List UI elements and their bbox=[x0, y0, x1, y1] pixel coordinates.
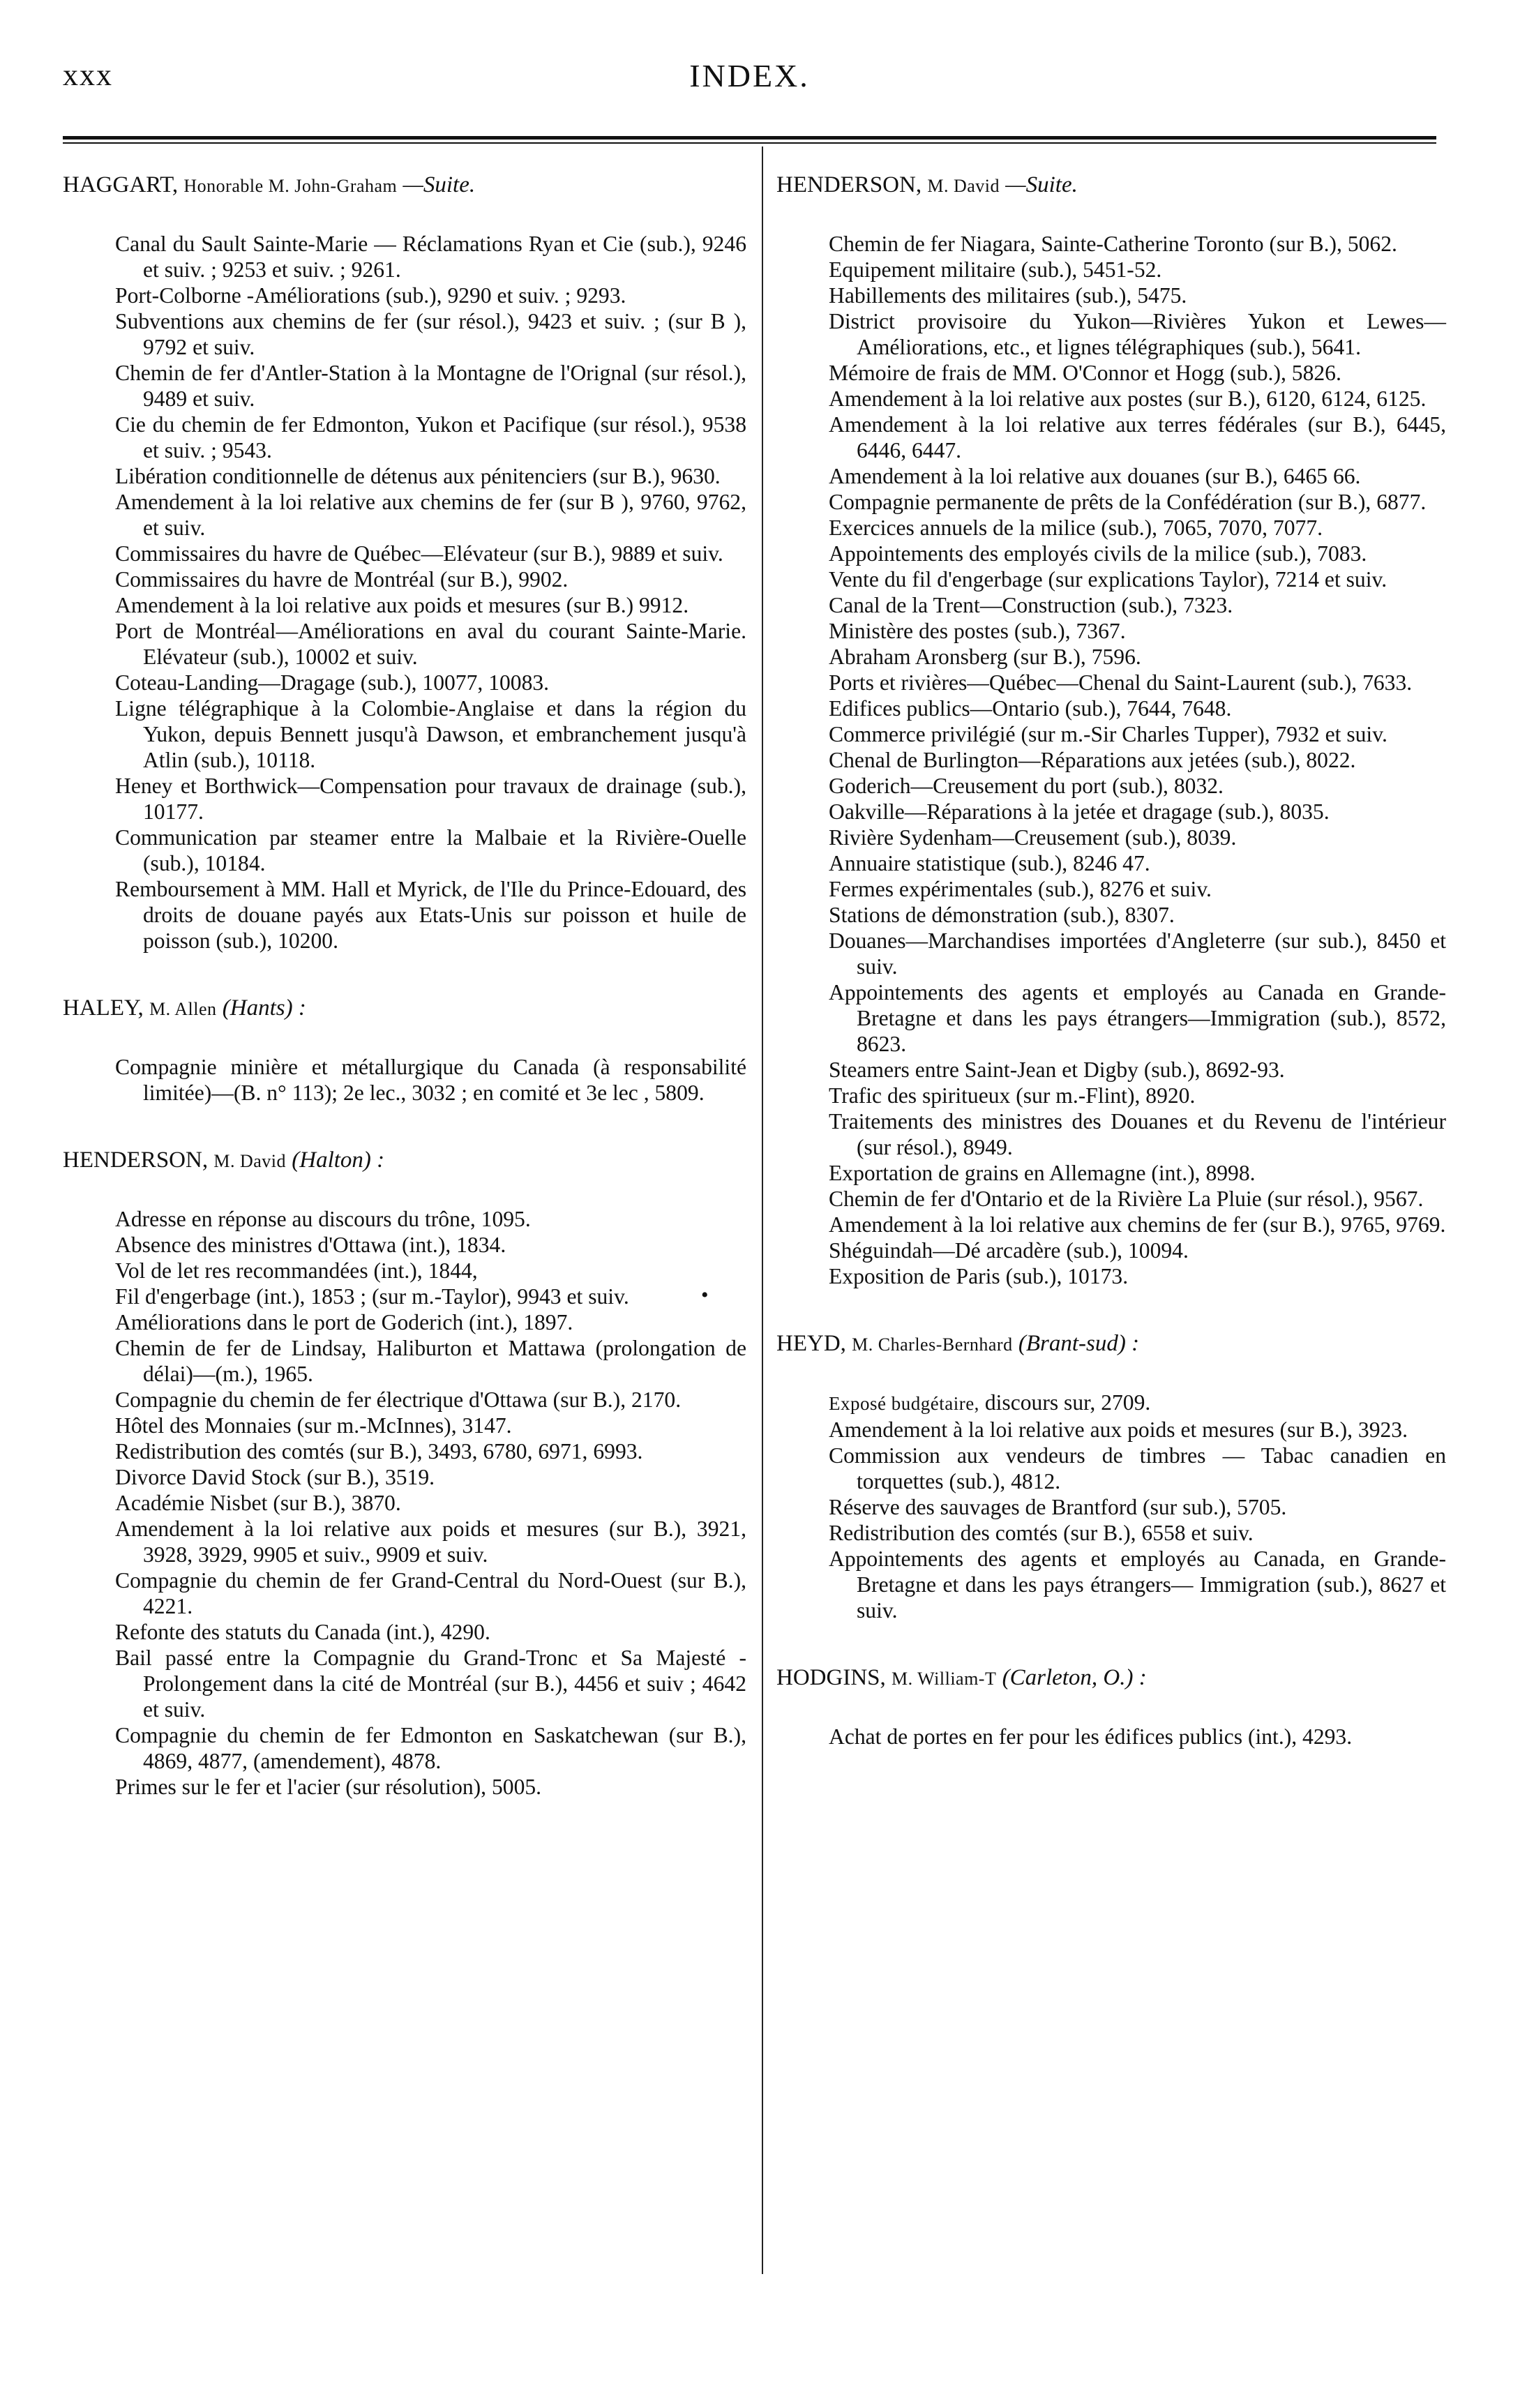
item-text: discours sur, 2709. bbox=[984, 1390, 1151, 1415]
item-text: Equipement militaire (sub.), 5451-52. bbox=[829, 257, 1162, 282]
member-name: HAGGART, bbox=[63, 172, 179, 197]
index-item bbox=[829, 283, 1446, 308]
index-item bbox=[829, 1390, 1446, 1417]
member-name: HALEY, bbox=[63, 995, 144, 1021]
index-item bbox=[115, 1490, 746, 1516]
index-item bbox=[115, 1567, 746, 1619]
index-item bbox=[115, 231, 746, 283]
index-item bbox=[829, 1186, 1446, 1212]
member-name: HENDERSON, bbox=[776, 172, 922, 197]
index-item bbox=[829, 541, 1446, 566]
entry-heading bbox=[63, 1146, 746, 1175]
entry-heading bbox=[776, 171, 1446, 200]
item-text: Amendement à la loi relative aux poids et mesures (sur B.), 3921, 3928, 3929, 9905 et suiv., 9909 et suiv. bbox=[115, 1517, 746, 1567]
item-text: Traitements des ministres des Douanes et du Revenu de l'intérieur (sur résol.), 8949. bbox=[829, 1109, 1446, 1159]
index-entry bbox=[63, 994, 746, 1106]
member-qualifier: (Hants) : bbox=[222, 995, 306, 1021]
item-text: Fil d'engerbage (int.), 1853 ; (sur m.-Taylor), 9943 et suiv. bbox=[115, 1284, 629, 1309]
item-text: Cie du chemin de fer Edmonton, Yukon et Pacifique (sur résol.), 9538 et suiv. ; 9543. bbox=[115, 412, 746, 462]
item-text: Amendement à la loi relative aux chemins de fer (sur B ), 9760, 9762, et suiv. bbox=[115, 490, 746, 540]
item-text: Commission aux vendeurs de timbres — Tabac canadien en torquettes (sub.), 4812. bbox=[829, 1443, 1446, 1493]
page-title: INDEX. bbox=[689, 58, 810, 93]
index-item bbox=[115, 1387, 746, 1413]
index-item bbox=[115, 566, 746, 592]
entry-heading bbox=[63, 994, 746, 1023]
item-text: Port de Montréal—Améliorations en aval du courant Sainte-Marie. Elévateur (sub.), 10002 et suiv. bbox=[115, 619, 746, 669]
index-item bbox=[829, 1083, 1446, 1108]
index-item bbox=[829, 1108, 1446, 1160]
item-text: Vente du fil d'engerbage (sur explications Taylor), 7214 et suiv. bbox=[829, 567, 1387, 592]
index-item bbox=[115, 489, 746, 541]
index-item bbox=[829, 902, 1446, 928]
index-item bbox=[115, 825, 746, 876]
index-item bbox=[115, 412, 746, 463]
index-item bbox=[115, 876, 746, 954]
index-item bbox=[829, 566, 1446, 592]
index-item bbox=[829, 1443, 1446, 1494]
index-item bbox=[829, 695, 1446, 721]
header-rule-thin bbox=[63, 142, 1436, 144]
member-name: HODGINS, bbox=[776, 1665, 886, 1690]
index-entry bbox=[63, 171, 746, 954]
member-qualifier: (Brant-sud) : bbox=[1018, 1331, 1140, 1356]
header-rule bbox=[63, 136, 1436, 140]
index-entry bbox=[776, 1664, 1446, 1749]
member-name: HEYD, bbox=[776, 1331, 846, 1356]
member-qualifier: —Suite. bbox=[403, 172, 476, 197]
item-text: Fermes expérimentales (sub.), 8276 et suiv. bbox=[829, 877, 1212, 901]
entry-items bbox=[776, 1390, 1446, 1623]
index-item bbox=[115, 1054, 746, 1106]
item-text: Vol de let res recommandées (int.), 1844, bbox=[115, 1258, 478, 1283]
item-text: Goderich—Creusement du port (sub.), 8032. bbox=[829, 774, 1224, 798]
member-title: Honorable M. John-Graham bbox=[183, 176, 398, 196]
item-text: Abraham Aronsberg (sur B.), 7596. bbox=[829, 645, 1141, 669]
left-column bbox=[63, 171, 746, 1840]
index-item bbox=[829, 799, 1446, 825]
item-text: Commerce privilégié (sur m.-Sir Charles Tupper), 7932 et suiv. bbox=[829, 722, 1387, 746]
index-item bbox=[115, 1284, 746, 1309]
index-item bbox=[829, 1546, 1446, 1623]
index-item bbox=[829, 231, 1446, 257]
index-item bbox=[829, 618, 1446, 644]
item-text: Edifices publics—Ontario (sub.), 7644, 7648. bbox=[829, 696, 1232, 721]
index-item bbox=[829, 1724, 1446, 1749]
item-text: Chemin de fer d'Antler-Station à la Montagne de l'Orignal (sur résol.), 9489 et suiv. bbox=[115, 361, 746, 411]
item-text: Redistribution des comtés (sur B.), 3493, 6780, 6971, 6993. bbox=[115, 1439, 643, 1463]
entry-heading bbox=[776, 1664, 1446, 1693]
item-text: Heney et Borthwick—Compensation pour travaux de drainage (sub.), 10177. bbox=[115, 774, 746, 824]
item-text: Hôtel des Monnaies (sur m.-McInnes), 3147. bbox=[115, 1413, 512, 1438]
index-item bbox=[115, 1309, 746, 1335]
item-text: Steamers entre Saint-Jean et Digby (sub.), 8692-93. bbox=[829, 1058, 1285, 1082]
index-item bbox=[115, 541, 746, 566]
index-item bbox=[829, 515, 1446, 541]
item-text: Ministère des postes (sub.), 7367. bbox=[829, 619, 1126, 643]
entry-heading bbox=[776, 1330, 1446, 1359]
index-item bbox=[829, 850, 1446, 876]
index-item bbox=[115, 463, 746, 489]
member-title: M. William-T bbox=[892, 1669, 997, 1689]
item-text: Commissaires du havre de Québec—Elévateur (sur B.), 9889 et suiv. bbox=[115, 541, 723, 566]
index-item bbox=[115, 1464, 746, 1490]
item-text: Primes sur le fer et l'acier (sur résolution), 5005. bbox=[115, 1775, 542, 1799]
item-text: Appointements des agents et employés au Canada en Grande-Bretagne et dans les pays étrangers—Immigration (sub.), 8572, 8623. bbox=[829, 980, 1446, 1056]
index-item bbox=[115, 1645, 746, 1722]
item-text: Absence des ministres d'Ottawa (int.), 1834. bbox=[115, 1233, 506, 1257]
index-item bbox=[115, 1335, 746, 1387]
index-item bbox=[115, 670, 746, 695]
item-text: Trafic des spiritueux (sur m.-Flint), 8920. bbox=[829, 1083, 1196, 1108]
item-text: Stations de démonstration (sub.), 8307. bbox=[829, 903, 1175, 927]
index-item bbox=[115, 283, 746, 308]
item-text: Divorce David Stock (sur B.), 3519. bbox=[115, 1465, 435, 1489]
item-text: Annuaire statistique (sub.), 8246 47. bbox=[829, 851, 1150, 875]
item-text: Chemin de fer de Lindsay, Haliburton et Mattawa (prolongation de délai)—(m.), 1965. bbox=[115, 1336, 746, 1386]
item-text: Appointements des employés civils de la milice (sub.), 7083. bbox=[829, 541, 1367, 566]
item-text: Chenal de Burlington—Réparations aux jetées (sub.), 8022. bbox=[829, 748, 1356, 772]
item-text: Chemin de fer Niagara, Sainte-Catherine Toronto (sur B.), 5062. bbox=[829, 232, 1397, 256]
column-divider bbox=[762, 146, 763, 2274]
item-text: Compagnie du chemin de fer électrique d'Ottawa (sur B.), 2170. bbox=[115, 1387, 682, 1412]
index-item bbox=[829, 1212, 1446, 1237]
item-text: Académie Nisbet (sur B.), 3870. bbox=[115, 1491, 401, 1515]
item-text: Améliorations dans le port de Goderich (int.), 1897. bbox=[115, 1310, 573, 1334]
index-item bbox=[829, 1237, 1446, 1263]
index-item bbox=[115, 1413, 746, 1438]
member-qualifier: (Carleton, O.) : bbox=[1002, 1665, 1147, 1690]
item-text: Coteau-Landing—Dragage (sub.), 10077, 10083. bbox=[115, 670, 550, 695]
index-item bbox=[829, 825, 1446, 850]
index-item bbox=[829, 979, 1446, 1057]
index-item bbox=[829, 1263, 1446, 1289]
item-text: Canal du Sault Sainte-Marie — Réclamations Ryan et Cie (sub.), 9246 et suiv. ; 9253 et suiv. ; 9261. bbox=[115, 232, 746, 282]
item-text: Compagnie du chemin de fer Grand-Central du Nord-Ouest (sur B.), 4221. bbox=[115, 1568, 746, 1618]
item-text: Habillements des militaires (sub.), 5475. bbox=[829, 283, 1187, 308]
item-text: Amendement à la loi relative aux poids et mesures (sur B.) 9912. bbox=[115, 593, 689, 617]
item-text: Compagnie minière et métallurgique du Canada (à responsabilité limitée)—(B. n° 113); 2e lec., 3032 ; en comité et 3e lec , 5809. bbox=[115, 1055, 746, 1105]
item-text: Amendement à la loi relative aux poids et mesures (sur B.), 3923. bbox=[829, 1417, 1408, 1442]
item-text: Amendement à la loi relative aux douanes (sur B.), 6465 66. bbox=[829, 464, 1361, 488]
index-item bbox=[829, 670, 1446, 695]
item-text: Shéguindah—Dé arcadère (sub.), 10094. bbox=[829, 1238, 1189, 1263]
index-item bbox=[829, 1057, 1446, 1083]
item-text: Exposition de Paris (sub.), 10173. bbox=[829, 1264, 1129, 1288]
item-text: Compagnie du chemin de fer Edmonton en Saskatchewan (sur B.), 4869, 4877, (amendement), 4878. bbox=[115, 1723, 746, 1773]
entry-heading bbox=[63, 171, 746, 200]
index-item bbox=[829, 489, 1446, 515]
index-entry bbox=[776, 1330, 1446, 1623]
item-text: Oakville—Réparations à la jetée et dragage (sub.), 8035. bbox=[829, 799, 1330, 824]
index-item bbox=[115, 773, 746, 825]
index-item bbox=[829, 773, 1446, 799]
member-title: M. Allen bbox=[149, 999, 217, 1019]
index-item bbox=[115, 308, 746, 360]
entry-items bbox=[63, 1206, 746, 1800]
item-text: Adresse en réponse au discours du trône, 1095. bbox=[115, 1207, 531, 1231]
index-entry bbox=[63, 1146, 746, 1800]
index-item bbox=[115, 360, 746, 412]
member-qualifier: —Suite. bbox=[1005, 172, 1078, 197]
item-text: Appointements des agents et employés au Canada, en Grande-Bretagne et dans les pays étrangers— Immigration (sub.), 8627 et suiv. bbox=[829, 1547, 1446, 1623]
item-text: Amendement à la loi relative aux chemins de fer (sur B.), 9765, 9769. bbox=[829, 1212, 1446, 1237]
item-text: Subventions aux chemins de fer (sur résol.), 9423 et suiv. ; (sur B ), 9792 et suiv. bbox=[115, 309, 746, 359]
index-item bbox=[829, 721, 1446, 747]
member-qualifier: (Halton) : bbox=[292, 1147, 385, 1173]
member-title: M. David bbox=[213, 1151, 287, 1171]
index-item bbox=[829, 1160, 1446, 1186]
item-text: Compagnie permanente de prêts de la Confédération (sur B.), 6877. bbox=[829, 490, 1427, 514]
item-lead: Exposé budgétaire, bbox=[829, 1393, 979, 1414]
item-text: Remboursement à MM. Hall et Myrick, de l'Ile du Prince-Edouard, des droits de douane payés aux Etats-Unis sur poisson et huile de poisson (sub.), 10200. bbox=[115, 877, 746, 953]
index-item bbox=[829, 257, 1446, 283]
item-text: Communication par steamer entre la Malbaie et la Rivière-Ouelle (sub.), 10184. bbox=[115, 825, 746, 875]
index-item bbox=[115, 1516, 746, 1567]
index-item bbox=[829, 876, 1446, 902]
item-text: Canal de la Trent—Construction (sub.), 7323. bbox=[829, 593, 1233, 617]
index-item bbox=[115, 1438, 746, 1464]
item-text: Achat de portes en fer pour les édifices publics (int.), 4293. bbox=[829, 1724, 1353, 1749]
item-text: Exportation de grains en Allemagne (int.), 8998. bbox=[829, 1161, 1256, 1185]
item-text: Bail passé entre la Compagnie du Grand-Tronc et Sa Majesté - Prolongement dans la cité de Montréal (sur B.), 4456 et suiv ; 4642 et suiv. bbox=[115, 1646, 746, 1722]
item-text: Ligne télégraphique à la Colombie-Anglaise et dans la région du Yukon, depuis Bennett jusqu'à Dawson, et embranchement jusqu'à Atlin (sub.), 10118. bbox=[115, 696, 746, 772]
index-item bbox=[829, 412, 1446, 463]
index-item bbox=[829, 308, 1446, 360]
index-item bbox=[829, 1417, 1446, 1443]
index-item bbox=[829, 360, 1446, 386]
right-column bbox=[776, 171, 1446, 1790]
item-text: Commissaires du havre de Montréal (sur B.), 9902. bbox=[115, 567, 569, 592]
item-text: Amendement à la loi relative aux terres fédérales (sur B.), 6445, 6446, 6447. bbox=[829, 412, 1446, 462]
index-item bbox=[115, 1774, 746, 1800]
item-text: Port-Colborne -Améliorations (sub.), 9290 et suiv. ; 9293. bbox=[115, 283, 626, 308]
entry-items bbox=[63, 231, 746, 954]
item-text: Mémoire de frais de MM. O'Connor et Hogg (sub.), 5826. bbox=[829, 361, 1341, 385]
member-name: HENDERSON, bbox=[63, 1147, 209, 1173]
item-text: Exercices annuels de la milice (sub.), 7065, 7070, 7077. bbox=[829, 516, 1323, 540]
page-header bbox=[63, 57, 1436, 106]
index-item bbox=[829, 928, 1446, 979]
index-item bbox=[829, 386, 1446, 412]
entry-items bbox=[776, 1724, 1446, 1749]
item-text: Refonte des statuts du Canada (int.), 4290. bbox=[115, 1620, 490, 1644]
entry-items bbox=[63, 1054, 746, 1106]
index-item bbox=[115, 618, 746, 670]
item-text: Amendement à la loi relative aux postes (sur B.), 6120, 6124, 6125. bbox=[829, 386, 1427, 411]
index-item bbox=[115, 1619, 746, 1645]
index-item bbox=[115, 1722, 746, 1774]
index-item bbox=[115, 1232, 746, 1258]
page-number: xxx bbox=[63, 58, 113, 92]
member-title: M. David bbox=[927, 176, 1000, 196]
item-text: Ports et rivières—Québec—Chenal du Saint-Laurent (sub.), 7633. bbox=[829, 670, 1413, 695]
index-item bbox=[829, 463, 1446, 489]
item-text: Douanes—Marchandises importées d'Angleterre (sur sub.), 8450 et suiv. bbox=[829, 928, 1446, 979]
item-text: Chemin de fer d'Ontario et de la Rivière La Pluie (sur résol.), 9567. bbox=[829, 1187, 1424, 1211]
entry-items bbox=[776, 231, 1446, 1289]
item-text: Réserve des sauvages de Brantford (sur sub.), 5705. bbox=[829, 1495, 1287, 1519]
member-title: M. Charles-Bernhard bbox=[852, 1334, 1013, 1355]
stray-mark: • bbox=[701, 1284, 709, 1307]
index-item bbox=[115, 1258, 746, 1284]
index-item bbox=[829, 1494, 1446, 1520]
index-item bbox=[829, 592, 1446, 618]
index-item bbox=[115, 592, 746, 618]
item-text: Rivière Sydenham—Creusement (sub.), 8039. bbox=[829, 825, 1237, 850]
index-item bbox=[115, 695, 746, 773]
index-item bbox=[829, 644, 1446, 670]
index-item bbox=[829, 1520, 1446, 1546]
item-text: Redistribution des comtés (sur B.), 6558 et suiv. bbox=[829, 1521, 1254, 1545]
item-text: Libération conditionnelle de détenus aux pénitenciers (sur B.), 9630. bbox=[115, 464, 721, 488]
index-item bbox=[829, 747, 1446, 773]
index-entry bbox=[776, 171, 1446, 1289]
item-text: District provisoire du Yukon—Rivières Yukon et Lewes—Améliorations, etc., et lignes télégraphiques (sub.), 5641. bbox=[829, 309, 1446, 359]
index-item bbox=[115, 1206, 746, 1232]
